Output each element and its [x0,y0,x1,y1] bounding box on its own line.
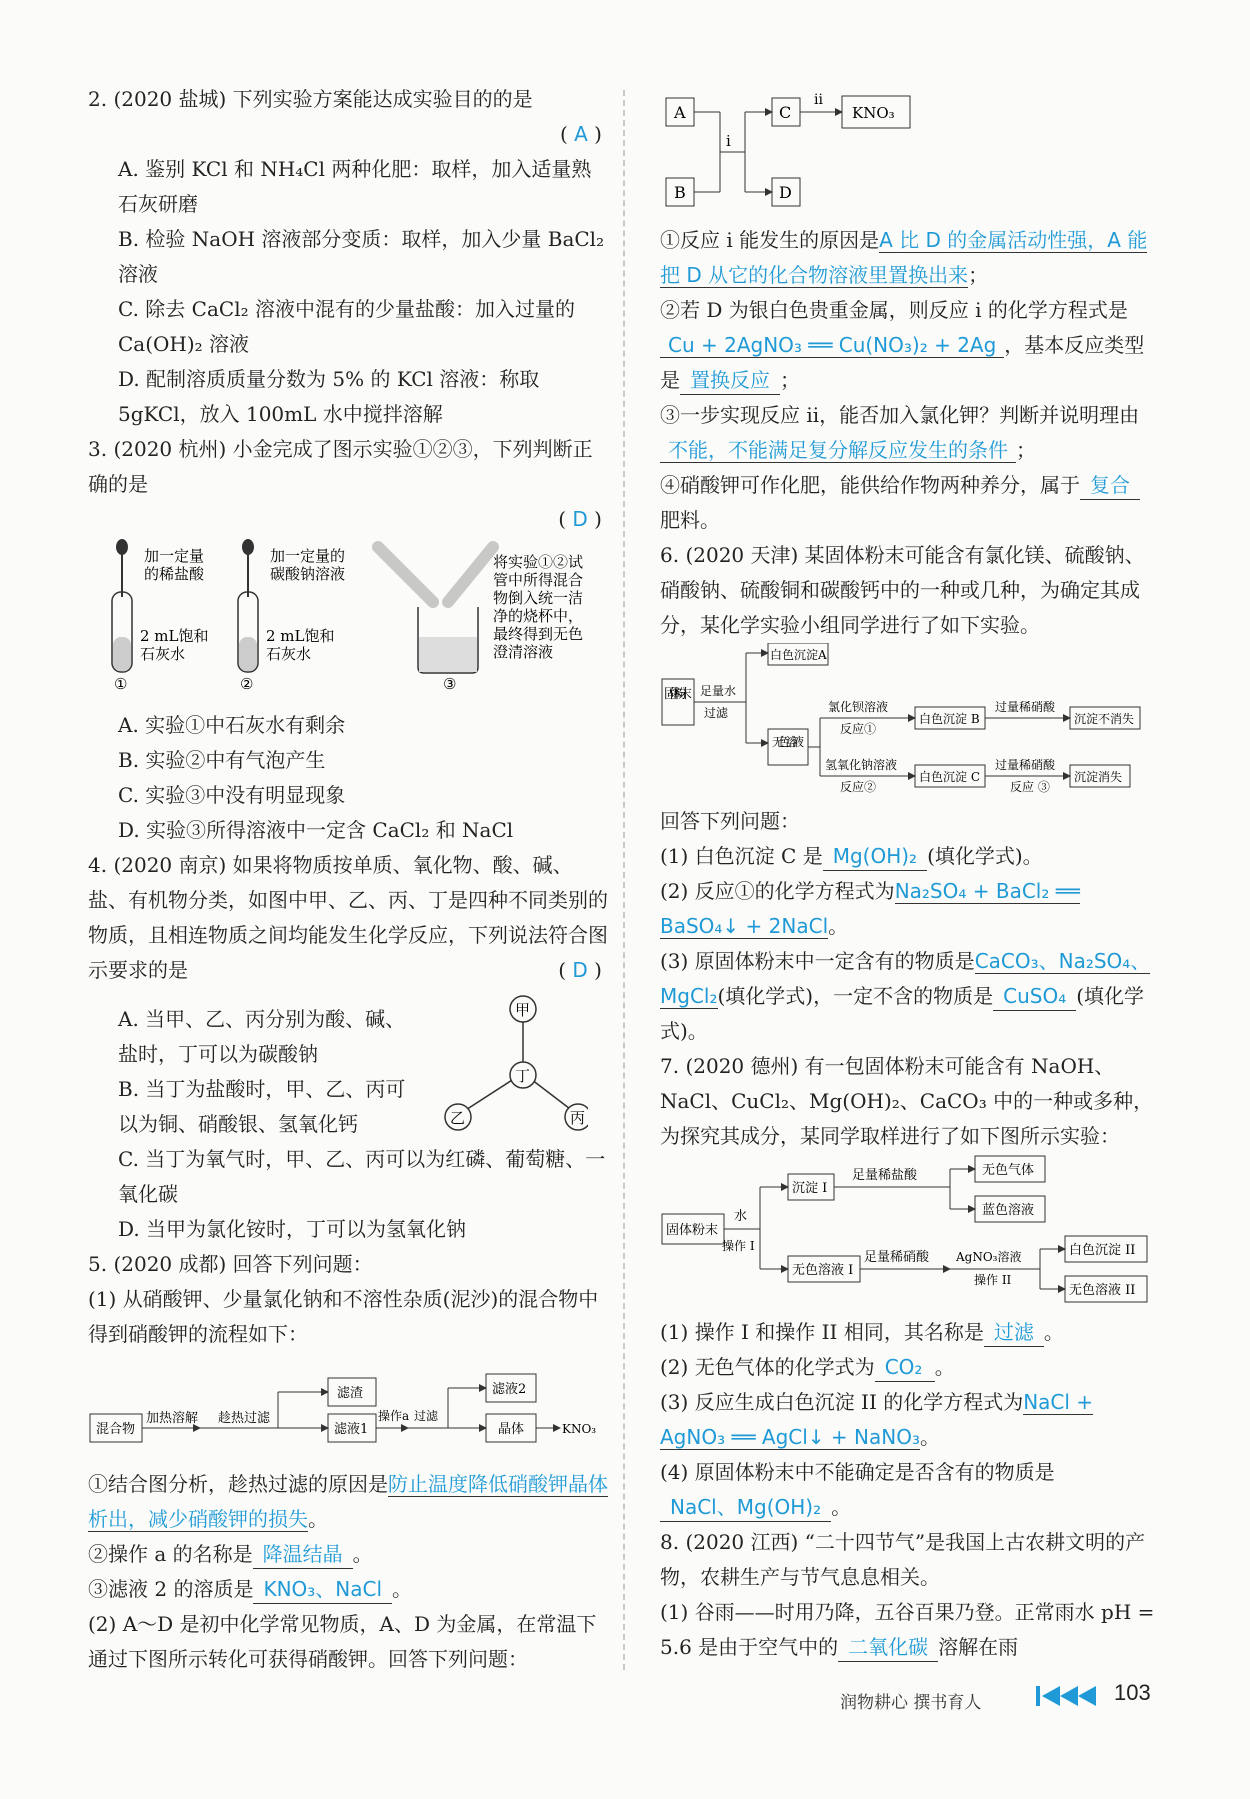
q6-whiteA: 白色沉淀A [770,648,827,662]
beaker [378,547,493,673]
q7-water: 水 [734,1209,748,1224]
t1-top2: 的稀盐酸 [144,565,205,583]
t1-top: 加一定量 [144,547,205,565]
q6-s3: (3) 原固体粉末中一定含有的物质是 [660,949,975,973]
q4-option-b: B. 当丁为盐酸时，甲、乙、丙可以为铜、硝酸银、氢氧化钙 [118,1077,406,1136]
q8-s1b: 溶解在雨 [938,1635,1019,1659]
q8-a1: 二氧化碳 [838,1633,938,1662]
q6-a3b: CuSO₄ [993,982,1076,1011]
q6-s3c: (填化学式)。 [660,984,1145,1043]
q8-stem: 8. (2020 江西) “二十四节气”是我国上古农耕文明的产物，农耕生产与节气息息相关。 [660,1530,1146,1589]
question-2: 2. (2020 盐城) 下列实验方案能达成实验目的的是 ( A ) A. 鉴别 KCl 和 NH₄Cl 两种化肥：取样，加入适量熟石灰研磨 B. 检验 NaOH 溶液部分变质：取样，加入少量 BaCl₂ 溶液 C. 除去 CaCl₂ 溶液中混有的少量盐酸：加入过量的 Ca(OH)₂ 溶液 D. 配制溶质质量分数为 5% 的 KCl 溶液：称取 5gKCl，放入 100mL 水中搅拌溶解 [88,82,608,432]
question-4: 4. (2020 南京) 如果将物质按单质、氧化物、酸、碱、盐、有机物分类，如图中甲、乙、丙、丁是四种不同类别的物质，且相连物质之间均能发生化学反应，下列说法符合图示要求的是 ( D ) 甲 丁 乙 丙 A. 当甲、乙、丙分别为酸、碱、盐时，丁可以为碳酸钠 B. 当丁为盐酸时，甲、乙、丙可以为铜、硝酸银、氢氧化钙 C. 当丁为氧气时，甲、乙、丙可以为红磷、葡萄糖、一氧化碳 D. 当甲为氯化铵时，丁可以为氢氧化钠 [88,848,608,1247]
q3-option-d: D. 实验③所得溶液中一定含 CaCl₂ 和 NaCl [118,818,514,842]
q6-s1b: (填化学式)。 [927,844,1043,868]
flow-heat: 加热溶解 [146,1411,199,1426]
q5-s1: ①结合图分析，趁热过滤的原因是 [88,1472,388,1496]
flow-residue: 滤渣 [337,1386,364,1401]
q6-diss: 沉淀消失 [1074,770,1123,784]
q4-answer: D [572,958,588,982]
q5-ra4: 复合 [1080,471,1140,500]
t3-line6: 澄清溶液 [493,643,554,661]
q8-s1: (1) 谷雨——时用乃降，五谷百果乃登。正常雨水 pH = 5.6 是由于空气中的 [660,1600,1155,1659]
q5-a2: 降温结晶 [253,1540,353,1569]
label-ii: ii [814,92,823,108]
node-C: C [779,103,792,122]
q6-solid: 固体粉末 [664,687,692,702]
q2-option-b: B. 检验 NaOH 溶液部分变质：取样，加入少量 BaCl₂ 溶液 [118,227,605,286]
flow-op-a: 操作a [378,1409,410,1423]
node-D: D [779,183,792,202]
q5-part2: (2) A～D 是初中化学常见物质，A、D 为金属，在常温下通过下图所示转化可获得硝酸钾。回答下列问题： [88,1612,597,1671]
q5-ra1: A 比 D 的金属活动性强，A 能把 D 从它的化合物溶液里置换出来 [660,228,1148,287]
question-8 [660,1525,1155,1665]
q5-r3: ③一步实现反应 ii，能否加入氯化钾？判断并说明理由 [660,403,1140,427]
t3-line1: 将实验①②试 [493,553,584,571]
q7-sol1: 无色溶液 I [792,1263,854,1278]
q6-flow-chart [660,643,1155,793]
t1-bot: 2 mL饱和 [140,627,209,645]
q3-experiment-figure [88,537,608,697]
flow-filtrate2: 滤液2 [492,1382,527,1397]
flow-filtrate1: 滤液1 [334,1422,369,1437]
rewind-arrows-icon [1036,1686,1106,1706]
q7-agno3: AgNO₃溶液 [956,1250,1022,1264]
q5-r4: ④硝酸钾可作化肥，能供给作物两种养分，属于 [660,473,1080,497]
q6-s2: (2) 反应①的化学方程式为 [660,879,895,903]
t2-bot2: 石灰水 [266,645,312,663]
t3-line5: 最终得到无色 [493,625,584,643]
q5-part1: (1) 从硝酸钾、少量氯化钠和不溶性杂质(泥沙)的混合物中得到硝酸钾的流程如下： [88,1287,599,1346]
q2-option-c: C. 除去 CaCl₂ 溶液中混有的少量盐酸：加入过量的 Ca(OH)₂ 溶液 [118,297,575,356]
q5-r1: ①反应 i 能发生的原因是 [660,228,880,252]
t3-num: ③ [443,675,457,693]
q4-option-c: C. 当丁为氧气时，甲、乙、丙可以为红磷、葡萄糖、一氧化碳 [118,1147,606,1206]
q6-r1: 反应① [840,722,877,736]
q6-filter: 过滤 [704,706,729,720]
q6-naoh: 氢氧化钠溶液 [825,758,898,772]
q5-r4b: 肥料。 [660,508,720,532]
q7-op1: 操作 I [722,1239,755,1253]
flow-mix: 混合物 [96,1422,136,1437]
t2-num: ② [240,675,254,693]
flow-hotfilter: 趁热过滤 [218,1411,271,1426]
flow-crystal: 晶体 [498,1422,525,1437]
q7-s2: (2) 无色气体的化学式为 [660,1355,875,1379]
flow-kno3: KNO₃ [562,1422,597,1436]
node-A: A [674,103,686,122]
q7-op2: 操作 II [974,1273,1012,1287]
q7-a3: NaCl + AgNO₃ ══ AgCl↓ + NaNO₃ [660,1390,1094,1449]
q5-a1: 防止温度降低硝酸钾晶体析出，减少硝酸钾的损失 [88,1472,608,1531]
q3-stem: 3. (2020 杭州) 小金完成了图示实验①②③，下列判断正确的是 [88,437,593,496]
node-jia-label: 甲 [515,1001,531,1019]
q7-a2: CO₂ [875,1353,935,1382]
t3-line4: 净的烧杯中， [493,607,584,625]
q6-r3: 反应 ③ [1010,780,1050,793]
q6-s1: (1) 白色沉淀 C 是 [660,844,823,868]
q7-s3: (3) 反应生成白色沉淀 II 的化学方程式为 [660,1390,1024,1414]
q6-s3b: (填化学式)，一定不含的物质是 [717,984,994,1008]
t3-line3: 物倒入统一洁 [493,589,584,607]
q2-option-a: A. 鉴别 KCl 和 NH₄Cl 两种化肥：取样，加入适量熟石灰研磨 [118,157,592,216]
t2-top: 加一定量的 [270,547,346,565]
q6-bacl2: 氯化钡溶液 [828,700,889,714]
flow-filter: 过滤 [414,1409,439,1423]
test-tube-2 [238,539,258,672]
t1-num: ① [114,675,128,693]
q5-stem: 5. (2020 成都) 回答下列问题： [88,1252,373,1276]
q5-ra3: 不能，不能满足复分解反应发生的条件 [660,438,1016,463]
label-i: i [726,132,731,150]
q5-flow-chart [88,1352,608,1456]
q5-r2: ②若 D 为银白色贵重金属，则反应 i 的化学方程式是 [660,298,1128,322]
q4-stem: 4. (2020 南京) 如果将物质按单质、氧化物、酸、碱、盐、有机物分类，如图中甲、乙、丙、丁是四种不同类别的物质，且相连物质之间均能发生化学反应，下列说法符合图示要求的是 [88,853,608,982]
q2-answer: A [574,122,588,146]
q7-blue: 蓝色溶液 [982,1203,1035,1218]
q7-a1: 过滤 [984,1318,1044,1347]
question-3: 3. (2020 杭州) 小金完成了图示实验①②③，下列判断正确的是 ( D ) 加一定量 的稀盐酸 2 mL饱和 石灰水 ① 加一定量的 碳酸钠溶液 2 mL饱和 石灰水 ② ③ 将实验①②试 管中所得混合 物倒入统一洁 净的烧杯中， 最终得到无色 澄清溶液 A. 实验①中石灰水有剩余 B. 实验②中有气泡产生 C. 实验③中没有明显现象 D. 实验③所得溶液中一定含 CaCl₂ 和 NaCl [88,432,608,848]
q7-hno3: 足量稀硝酸 [864,1250,930,1265]
test-tube-1 [112,539,132,672]
q7-sol2: 无色溶液 II [1069,1283,1136,1298]
q5-ra2: Cu + 2AgNO₃ ══ Cu(NO₃)₂ + 2Ag [660,333,1004,358]
q6-stem: 6. (2020 天津) 某固体粉末可能含有氯化镁、硫酸钠、硝酸钠、硫酸铜和碳酸钙中的一种或几种，为确定其成分，某化学实验小组同学进行了如下实验。 [660,543,1145,637]
node-ding-label: 丁 [515,1067,531,1085]
q6-r2: 反应② [840,780,877,793]
q6-a1: Mg(OH)₂ [823,842,927,871]
t1-bot2: 石灰水 [140,645,186,663]
q6-a2: Na₂SO₄ + BaCl₂ ══ BaSO₄↓ + 2NaCl [660,879,1080,938]
q6-colorless: 无色溶液 [772,735,804,749]
q6-water: 足量水 [700,684,737,698]
footer-motto: 润物耕心 撰书育人 [840,1693,982,1713]
q4-relation-diagram [428,993,588,1143]
q3-option-a: A. 实验①中石灰水有剩余 [118,713,346,737]
q7-s4: (4) 原固体粉末中不能确定是否含有的物质是 [660,1460,1055,1484]
q6-whiteC: 白色沉淀 C [919,770,980,784]
node-bing-label: 丙 [570,1109,586,1127]
q6-whiteB: 白色沉淀 B [919,712,980,726]
node-kno3: KNO₃ [852,104,895,122]
q5-s3: ③滤液 2 的溶质是 [88,1577,254,1601]
q5-r2b: ，基本反应类型是 [660,333,1145,392]
q6-intro: 回答下列问题： [660,809,800,833]
q7-hcl: 足量稀盐酸 [852,1168,918,1183]
q7-solid: 固体粉末 [666,1223,719,1238]
right-column: A B i C D ii KNO₃ ①反应 i 能发生的原因是A 比 D 的金属活动性强，A 能把 D 从它的化合物溶液里置换出来； ②若 D 为银白色贵重金属，则反应 i 的化学方程式是Cu + 2AgNO₃ ══ Cu(NO₃)₂ + 2Ag ，基本反应类型是 置换反应 ； ③一步实现反应 ii，能否加入氯化钾？判断并说明理由不能，不能满足复分解反应发生的条件 ； ④硝酸钾可作化肥，能供给作物两种养分，属于 复合肥料。 6. (2020 天津) 某固体粉末可能含有氯化镁、硫酸钠、硝酸钠、硫酸铜和碳酸钙中的一种或几种，为确定其成分，某化学实验小组同学进行了如下实验。 固体粉末 足量水 过滤 白色沉淀A 无色溶液 氯化钡溶液 反应① 氢氧化钠溶液 反应② 白色沉淀 B 白色沉淀 C 过量稀硝酸 过量稀硝酸 反应 ③ 沉淀不消失 沉淀消失 回答下列问题： (1) 白色沉淀 C 是 Mg(OH)₂ (填化学式)。 (2) 反应①的化学方程式为Na₂SO₄ + BaCl₂ ══ BaSO₄↓ + 2NaCl。 (3) 原固体粉末中一定含有的物质是CaCO₃、Na₂SO₄、MgCl₂(填化学式)，一定不含的物质是 CuSO₄ (填化学式)。 7. (2020 德州) 有一包固体粉末可能含有 NaOH、NaCl、CuCl₂、Mg(OH)₂、CaCO₃ 中的一种或多种，为探究其成分，某同学取样进行了如下图所示实验： 固体粉末 水 操作 I 沉淀 I 足量稀盐酸 无色气体 蓝色溶液 无色溶液 I 足量稀硝酸 AgNO₃溶液 操作 II 白色沉淀 II 无色溶液 II (1) 操作 I 和操作 II 相同，其名称是 过滤 。 (2) 无色气体的化学式为 CO₂ 。 (3) 反应生成白色沉淀 II 的化学方程式为NaCl + AgNO₃ ══ AgCl↓ + NaNO₃。 (4) 原固体粉末中不能确定是否含有的物质是NaCl、Mg(OH)₂ 。 8. (2020 江西) “二十四节气”是我国上古农耕文明的产物，农耕生产与节气息息相关。 (1) 谷雨——时用乃降，五谷百果乃登。正常雨水 pH = 5.6 是由于空气中的 二氧化碳 溶解在雨 [660,82,1155,1665]
t2-bot: 2 mL饱和 [266,627,335,645]
node-B: B [674,183,686,202]
q5-a3: KNO₃、NaCl [253,1575,392,1604]
q3-option-b: B. 实验②中有气泡产生 [118,748,326,772]
q7-flow-chart [660,1154,1155,1304]
q4-option-a: A. 当甲、乙、丙分别为酸、碱、盐时，丁可以为碳酸钠 [118,1007,406,1066]
q6-a3: CaCO₃、Na₂SO₄、MgCl₂ [660,949,1151,1008]
t3-line2: 管中所得混合 [493,571,584,589]
left-column [88,82,608,1677]
q7-a4: NaCl、Mg(OH)₂ [660,1493,831,1522]
q7-ppt1: 沉淀 I [792,1181,828,1196]
column-divider [623,90,625,1670]
q3-option-c: C. 实验③中没有明显现象 [118,783,346,807]
q7-stem: 7. (2020 德州) 有一包固体粉末可能含有 NaOH、NaCl、CuCl₂、Mg(OH)₂、CaCO₃ 中的一种或多种，为探究其成分，某同学取样进行了如下图所示实验： [660,1054,1154,1148]
t2-top2: 碳酸钠溶液 [270,565,346,583]
question-5: 5. (2020 成都) 回答下列问题： (1) 从硝酸钾、少量氯化钠和不溶性杂质(泥沙)的混合物中得到硝酸钾的流程如下： 混合物 加热溶解 趁热过滤 滤渣 滤液1 操作a 过滤 滤液2 晶体 KNO₃ ①结合图分析，趁热过滤的原因是防止温度降低硝酸钾晶体析出，减少硝酸钾的损失。 ②操作 a 的名称是 降温结晶 。 ③滤液 2 的溶质是 KNO₃、NaCl 。 (2) A～D 是初中化学常见物质，A、D 为金属，在常温下通过下图所示转化可获得硝酸钾。回答下列问题： [88,1247,608,1677]
question-6: 6. (2020 天津) 某固体粉末可能含有氯化镁、硫酸钠、硝酸钠、硫酸铜和碳酸钙中的一种或几种，为确定其成分，某化学实验小组同学进行了如下实验。 固体粉末 足量水 过滤 白色沉淀A 无色溶液 氯化钡溶液 反应① 氢氧化钠溶液 反应② 白色沉淀 B 白色沉淀 C 过量稀硝酸 过量稀硝酸 反应 ③ 沉淀不消失 沉淀消失 回答下列问题： (1) 白色沉淀 C 是 Mg(OH)₂ (填化学式)。 (2) 反应①的化学方程式为Na₂SO₄ + BaCl₂ ══ BaSO₄↓ + 2NaCl。 (3) 原固体粉末中一定含有的物质是CaCO₃、Na₂SO₄、MgCl₂(填化学式)，一定不含的物质是 CuSO₄ (填化学式)。 [660,538,1155,1049]
q6-hno3a: 过量稀硝酸 [995,700,1056,714]
q4-option-d: D. 当甲为氯化铵时，丁可以为氢氧化钠 [118,1217,467,1241]
question-7: 7. (2020 德州) 有一包固体粉末可能含有 NaOH、NaCl、CuCl₂、Mg(OH)₂、CaCO₃ 中的一种或多种，为探究其成分，某同学取样进行了如下图所示实验： 固体粉末 水 操作 I 沉淀 I 足量稀盐酸 无色气体 蓝色溶液 无色溶液 I 足量稀硝酸 AgNO₃溶液 操作 II 白色沉淀 II 无色溶液 II (1) 操作 I 和操作 II 相同，其名称是 过滤 。 (2) 无色气体的化学式为 CO₂ 。 (3) 反应生成白色沉淀 II 的化学方程式为NaCl + AgNO₃ ══ AgCl↓ + NaNO₃。 (4) 原固体粉末中不能确定是否含有的物质是NaCl、Mg(OH)₂ 。 [660,1049,1155,1525]
page-number: 103 [1114,1680,1151,1705]
q7-s1: (1) 操作 I 和操作 II 相同，其名称是 [660,1320,984,1344]
q7-gas: 无色气体 [982,1163,1035,1178]
q6-hno3b: 过量稀硝酸 [995,758,1056,772]
q3-answer: D [572,507,588,531]
q6-nodiss: 沉淀不消失 [1074,712,1135,726]
q2-option-d: D. 配制溶质质量分数为 5% 的 KCl 溶液：称取 5gKCl，放入 100mL 水中搅拌溶解 [118,367,540,426]
node-yi-label: 乙 [450,1109,466,1127]
q5-s2: ②操作 a 的名称是 [88,1542,253,1566]
q7-ppt2: 白色沉淀 II [1069,1243,1136,1258]
q2-stem: 2. (2020 盐城) 下列实验方案能达成实验目的的是 [88,87,533,111]
q5-conversion-diagram [660,82,960,212]
q5-ra2b: 置换反应 [680,366,780,395]
